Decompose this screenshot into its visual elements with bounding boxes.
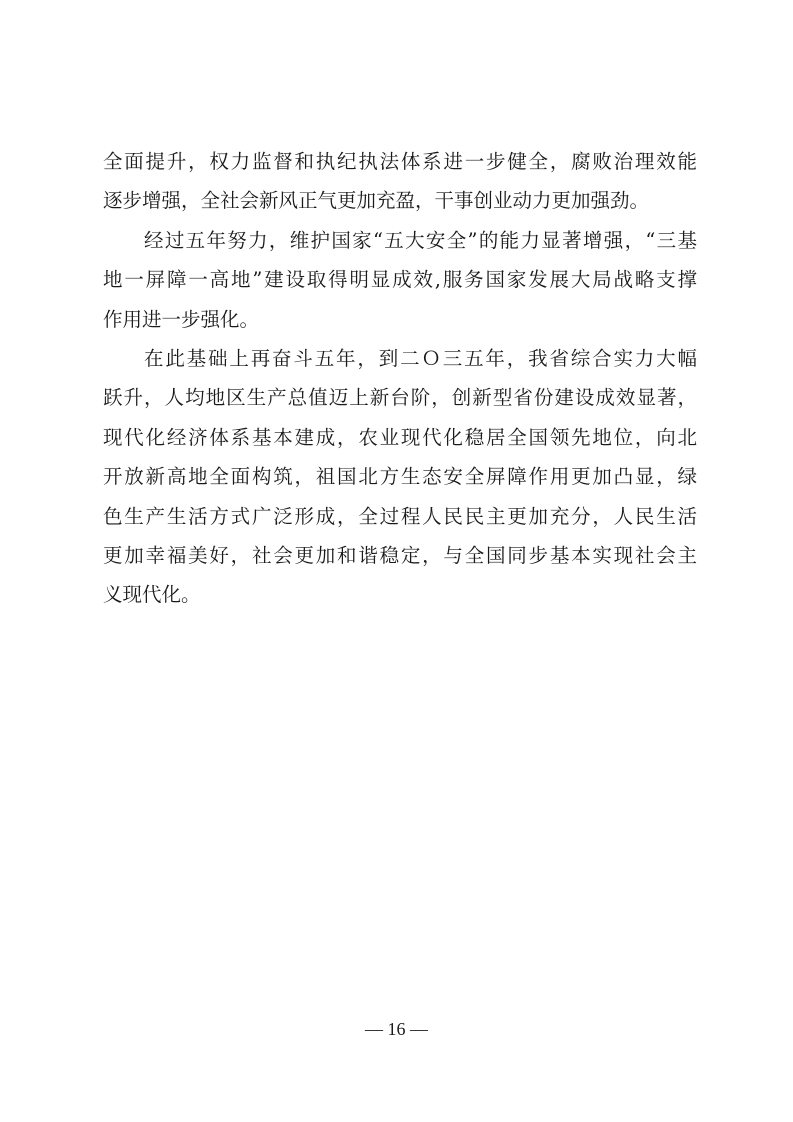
text-line: 地一屏障一高地”建设取得明显成效,服务国家发展大局战略支撑 — [103, 268, 697, 292]
text-line: 现代化经济体系基本建成，农业现代化稳居全国领先地位，向北 — [103, 425, 697, 449]
body-text — [103, 142, 697, 615]
text-line: 义现代化。 — [103, 583, 201, 607]
text-line: 色生产生活方式广泛形成，全过程人民民主更加充分，人民生活 — [103, 504, 697, 528]
text-line: 在此基础上再奋斗五年，到二Ｏ三五年，我省综合实力大幅 — [144, 346, 697, 370]
text-line: 跃升，人均地区生产总值迈上新台阶，创新型省份建设成效显著， — [103, 386, 697, 410]
text-line: 作用进一步强化。 — [103, 307, 260, 331]
text-line: 全面提升，权力监督和执纪执法体系进一步健全，腐败治理效能 — [103, 150, 697, 173]
text-line: 经过五年努力，维护国家“五大安全”的能力显著增强，“三基 — [144, 228, 697, 252]
text-line: 逐步增强，全社会新风正气更加充盈，干事创业动力更加强劲。 — [103, 189, 650, 213]
page-number: — 16 — — [365, 1019, 428, 1039]
text-line: 更加幸福美好，社会更加和谐稳定，与全国同步基本实现社会主 — [103, 543, 697, 567]
text-line: 开放新高地全面构筑，祖国北方生态安全屏障作用更加凸显，绿 — [103, 465, 697, 489]
